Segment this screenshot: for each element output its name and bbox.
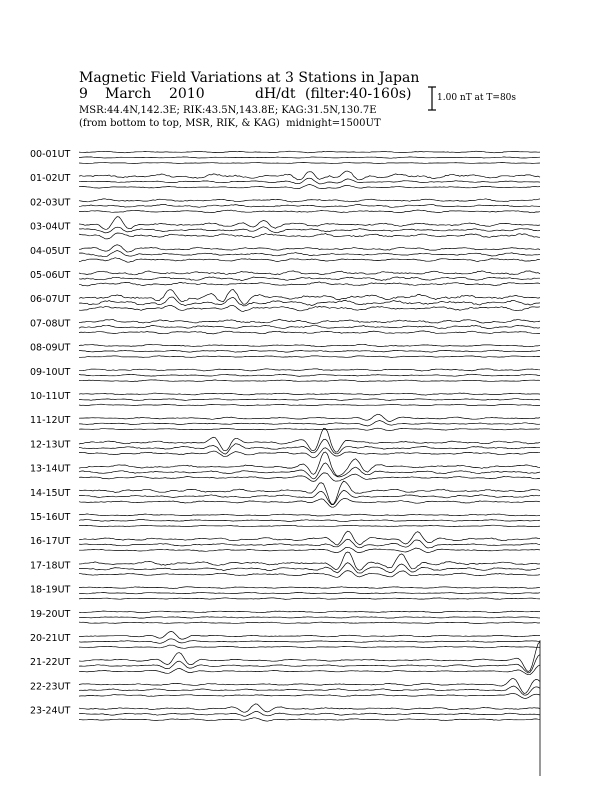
station-trace (79, 290, 540, 305)
station-trace (79, 350, 540, 352)
station-trace (79, 639, 540, 644)
hour-label: 23-24UT (30, 705, 71, 717)
station-trace (79, 393, 540, 395)
hour-label: 09-10UT (30, 366, 71, 378)
station-trace (79, 592, 540, 594)
station-trace (79, 305, 540, 311)
station-trace (79, 157, 540, 158)
station-trace (79, 178, 540, 184)
station-trace (79, 199, 540, 202)
station-trace (79, 679, 540, 694)
station-trace (79, 645, 540, 648)
chart-title: Magnetic Field Variations at 3 Stations in Japan (79, 70, 420, 86)
scale-bar-label: 1.00 nT at T=80s (437, 93, 517, 103)
station-trace (79, 210, 540, 213)
hour-label: 14-15UT (30, 487, 71, 499)
station-trace (79, 718, 540, 721)
station-trace (79, 539, 540, 548)
station-trace (79, 162, 540, 163)
station-trace (79, 704, 540, 712)
station-trace (79, 655, 540, 674)
station-trace (79, 356, 540, 358)
hour-label: 01-02UT (30, 173, 71, 185)
station-trace (79, 642, 540, 672)
hour-label: 22-23UT (30, 681, 71, 693)
station-trace (79, 514, 540, 516)
station-trace (79, 404, 540, 406)
hour-label: 12-13UT (30, 439, 71, 451)
station-trace (79, 325, 540, 329)
filter-label: (filter:40-160s) (305, 86, 412, 102)
station-trace (79, 481, 540, 504)
station-trace (79, 421, 540, 427)
station-trace (79, 227, 540, 233)
hour-label: 03-04UT (30, 221, 71, 233)
station-trace (79, 571, 540, 578)
date-year: 2010 (169, 86, 205, 102)
station-trace (79, 428, 540, 430)
station-trace (79, 282, 540, 286)
quantity-label: dH/dt (255, 86, 296, 102)
midnight-note: midnight=1500UT (286, 118, 381, 129)
station-trace (79, 552, 540, 570)
station-trace (79, 245, 540, 252)
station-trace (79, 345, 540, 347)
station-trace (79, 499, 540, 508)
station-trace (79, 587, 540, 589)
station-trace (79, 563, 540, 573)
station-trace (79, 617, 540, 618)
station-trace (79, 151, 540, 153)
station-trace (79, 428, 540, 452)
station-trace (79, 712, 540, 717)
hour-label: 16-17UT (30, 536, 71, 548)
date-month: March (105, 86, 152, 102)
hour-label: 17-18UT (30, 560, 71, 572)
station-trace (79, 686, 540, 695)
station-trace (79, 204, 540, 207)
hour-label: 21-22UT (30, 657, 71, 669)
station-trace (79, 525, 540, 527)
hour-label: 06-07UT (30, 294, 71, 306)
hour-label: 20-21UT (30, 633, 71, 644)
station-trace (79, 369, 540, 371)
station-trace (79, 277, 540, 281)
hour-label: 05-06UT (30, 270, 71, 281)
station-trace (79, 622, 540, 624)
station-trace (79, 184, 540, 188)
station-trace (79, 414, 540, 421)
station-trace (79, 233, 540, 239)
station-trace (79, 251, 540, 257)
station-trace (79, 217, 540, 230)
hour-label: 07-08UT (30, 318, 71, 330)
hour-label: 04-05UT (30, 245, 71, 257)
date-day: 9 (79, 86, 88, 102)
hour-label: 08-09UT (30, 342, 71, 354)
station-trace (79, 448, 540, 458)
hour-label: 15-16UT (30, 512, 71, 523)
station-trace (79, 258, 540, 263)
stations-line: MSR:44.4N,142.3E; RIK:43.5N,143.8E; KAG:31.5N,130.7E (79, 105, 377, 116)
hour-label: 18-19UT (30, 584, 71, 596)
station-trace (79, 598, 540, 600)
order-note: (from bottom to top, MSR, RIK, & KAG) (79, 118, 280, 129)
station-trace (79, 331, 540, 334)
station-trace (79, 611, 540, 613)
hour-label: 13-14UT (30, 463, 71, 475)
station-trace (79, 473, 540, 482)
hour-label: 19-20UT (30, 608, 71, 620)
station-trace (79, 297, 540, 306)
station-trace (79, 380, 540, 382)
hour-label: 10-11UT (30, 391, 71, 402)
station-trace (79, 693, 540, 698)
station-trace (79, 631, 540, 639)
station-trace (79, 547, 540, 552)
station-trace (79, 271, 540, 275)
station-trace (79, 520, 540, 522)
station-trace (79, 439, 540, 454)
station-trace (79, 531, 540, 545)
station-trace (79, 319, 540, 323)
hour-label: 11-12UT (30, 415, 71, 427)
station-trace (79, 399, 540, 401)
hour-label: 00-01UT (30, 149, 71, 160)
hour-label: 02-03UT (30, 197, 71, 209)
station-trace (79, 463, 540, 479)
station-trace (79, 374, 540, 376)
